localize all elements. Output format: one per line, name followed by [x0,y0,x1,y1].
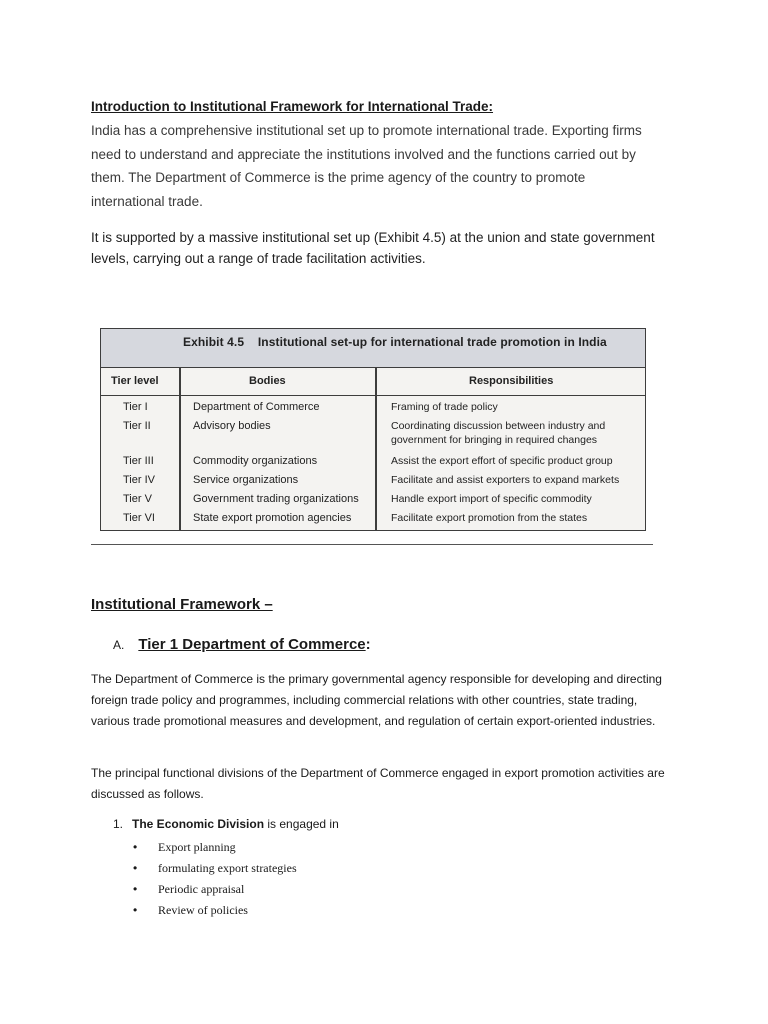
row-body: Department of Commerce [193,401,320,413]
row-responsibility: Facilitate and assist exporters to expand markets [391,474,620,486]
row-body: Government trading organizations [193,493,359,505]
bullet-icon: • [133,882,138,896]
row-tier: Tier IV [123,474,155,486]
exhibit-header-row [101,367,645,396]
support-line: It is supported by a massive institutional set up (Exhibit 4.5) at the union and state government [91,230,655,245]
row-body: Advisory bodies [193,420,271,432]
list-item-text: Review of policies [158,903,248,917]
bullet-list [133,837,297,921]
header-bodies: Bodies [249,375,286,387]
intro-heading: Introduction to Institutional Framework for International Trade: [91,99,494,114]
header-responsibilities: Responsibilities [469,375,554,387]
row-responsibility: Framing of trade policy [391,401,498,413]
list-item [133,900,297,921]
intro-line: India has a comprehensive institutional set up to promote international trade. Exporting firms [91,123,642,138]
section-colon: : [365,636,371,653]
header-tier-level: Tier level [111,375,159,387]
intro-line: international trade. [91,193,203,209]
row-responsibility: Facilitate export promotion from the states [391,512,588,524]
intro-line: need to understand and appreciate the institutions involved and the functions carried out by [91,146,636,162]
row-responsibility: Coordinating discussion between industry and government for bringing in required changes [391,420,606,446]
list-item [133,837,297,858]
list-item [133,858,297,879]
exhibit-title: Exhibit 4.5 Institutional set-up for international trade promotion in India [183,335,607,349]
row-tier: Tier III [123,455,154,467]
section-title: Tier 1 Department of Commerce [138,636,366,653]
support-line: levels, carrying out a range of trade facilitation activities. [91,251,426,266]
intro-line: them. The Department of Commerce is the prime agency of the country to promote [91,170,586,185]
exhibit-title-bar [101,329,645,368]
section-marker: A. [113,638,125,652]
row-responsibility: Handle export import of specific commodity [391,493,592,505]
row-body: Commodity organizations [193,455,318,467]
bullet-icon: • [133,903,138,917]
item-lead: The Economic Division [132,817,265,831]
list-item-text: Export planning [158,840,236,854]
row-tier: Tier I [123,401,148,413]
row-tier: Tier VI [123,512,155,524]
row-body: State export promotion agencies [193,512,352,524]
column-divider [179,367,181,530]
row-body: Service organizations [193,474,299,486]
list-item-text: formulating export strategies [158,861,297,875]
horizontal-rule [91,544,653,545]
doc-paragraph: The Department of Commerce is the primary governmental agency responsible for developing and directing foreign trade policy and programmes, including commercial relations with other countries, state trading, various trade promotional measures and development, and regulation of certain export-oriented industries. [91,672,662,728]
numbered-item [113,817,339,831]
doc-paragraph: The principal functional divisions of the Department of Commerce engaged in export promotion activities are discussed as follows. [91,766,665,801]
support-paragraph [91,227,691,269]
bullet-icon: • [133,840,138,854]
item-number: 1. [113,817,124,831]
tier1-heading [113,636,371,653]
column-divider [375,367,377,530]
row-tier: Tier V [123,493,152,505]
row-responsibility: Assist the export effort of specific product group [391,455,613,467]
list-item [133,879,297,900]
exhibit-table [100,328,646,531]
framework-heading: Institutional Framework – [91,596,273,613]
item-rest: is engaged in [264,817,339,831]
list-item-text: Periodic appraisal [158,882,245,896]
intro-paragraph [91,119,691,213]
bullet-icon: • [133,861,138,875]
row-tier: Tier II [123,420,151,432]
